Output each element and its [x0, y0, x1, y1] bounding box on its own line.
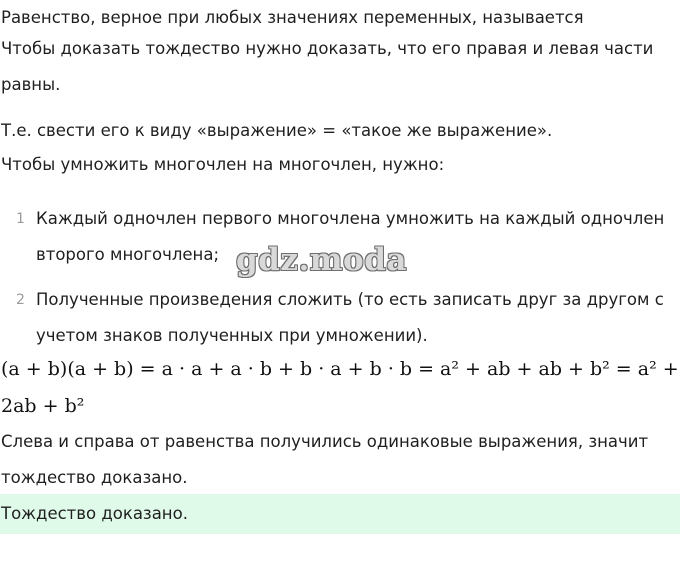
formula-line-1: (a + b)(a + b) = a · a + a · b + b · a + b · b = a² + ab + ab + b² = a² + [1, 358, 679, 380]
paragraph-proof-method: Чтобы доказать тождество нужно доказать, что его правая и левая части [1, 39, 654, 58]
list-item-number: 2 [16, 292, 25, 308]
paragraph-definition: Равенство, верное при любых значениях переменных, называется [1, 8, 584, 27]
paragraph-proof-method-end: равны. [1, 75, 61, 94]
answer-text: Тождество доказано. [1, 504, 188, 523]
paragraph-multiply-rule: Чтобы умножить многочлен на многочлен, нужно: [1, 155, 445, 174]
paragraph-reduce-form: Т.е. свести его к виду «выражение» = «такое же выражение». [1, 121, 553, 140]
paragraph-conclusion-end: тождество доказано. [1, 468, 188, 487]
paragraph-conclusion: Слева и справа от равенства получились одинаковые выражения, значит [1, 432, 649, 451]
list-item-text-continued: учетом знаков полученных при умножении). [36, 326, 428, 345]
formula-line-2: 2ab + b² [1, 395, 85, 417]
list-item-text: Полученные произведения сложить (то есть записать друг за другом с [36, 290, 664, 309]
answer-box [0, 494, 680, 534]
list-item-text: Каждый одночлен первого многочлена умножить на каждый одночлен [36, 209, 665, 228]
watermark-logo: gdz.moda [236, 242, 407, 278]
list-item-text-continued: второго многочлена; [36, 245, 220, 264]
list-item-number: 1 [16, 211, 25, 227]
